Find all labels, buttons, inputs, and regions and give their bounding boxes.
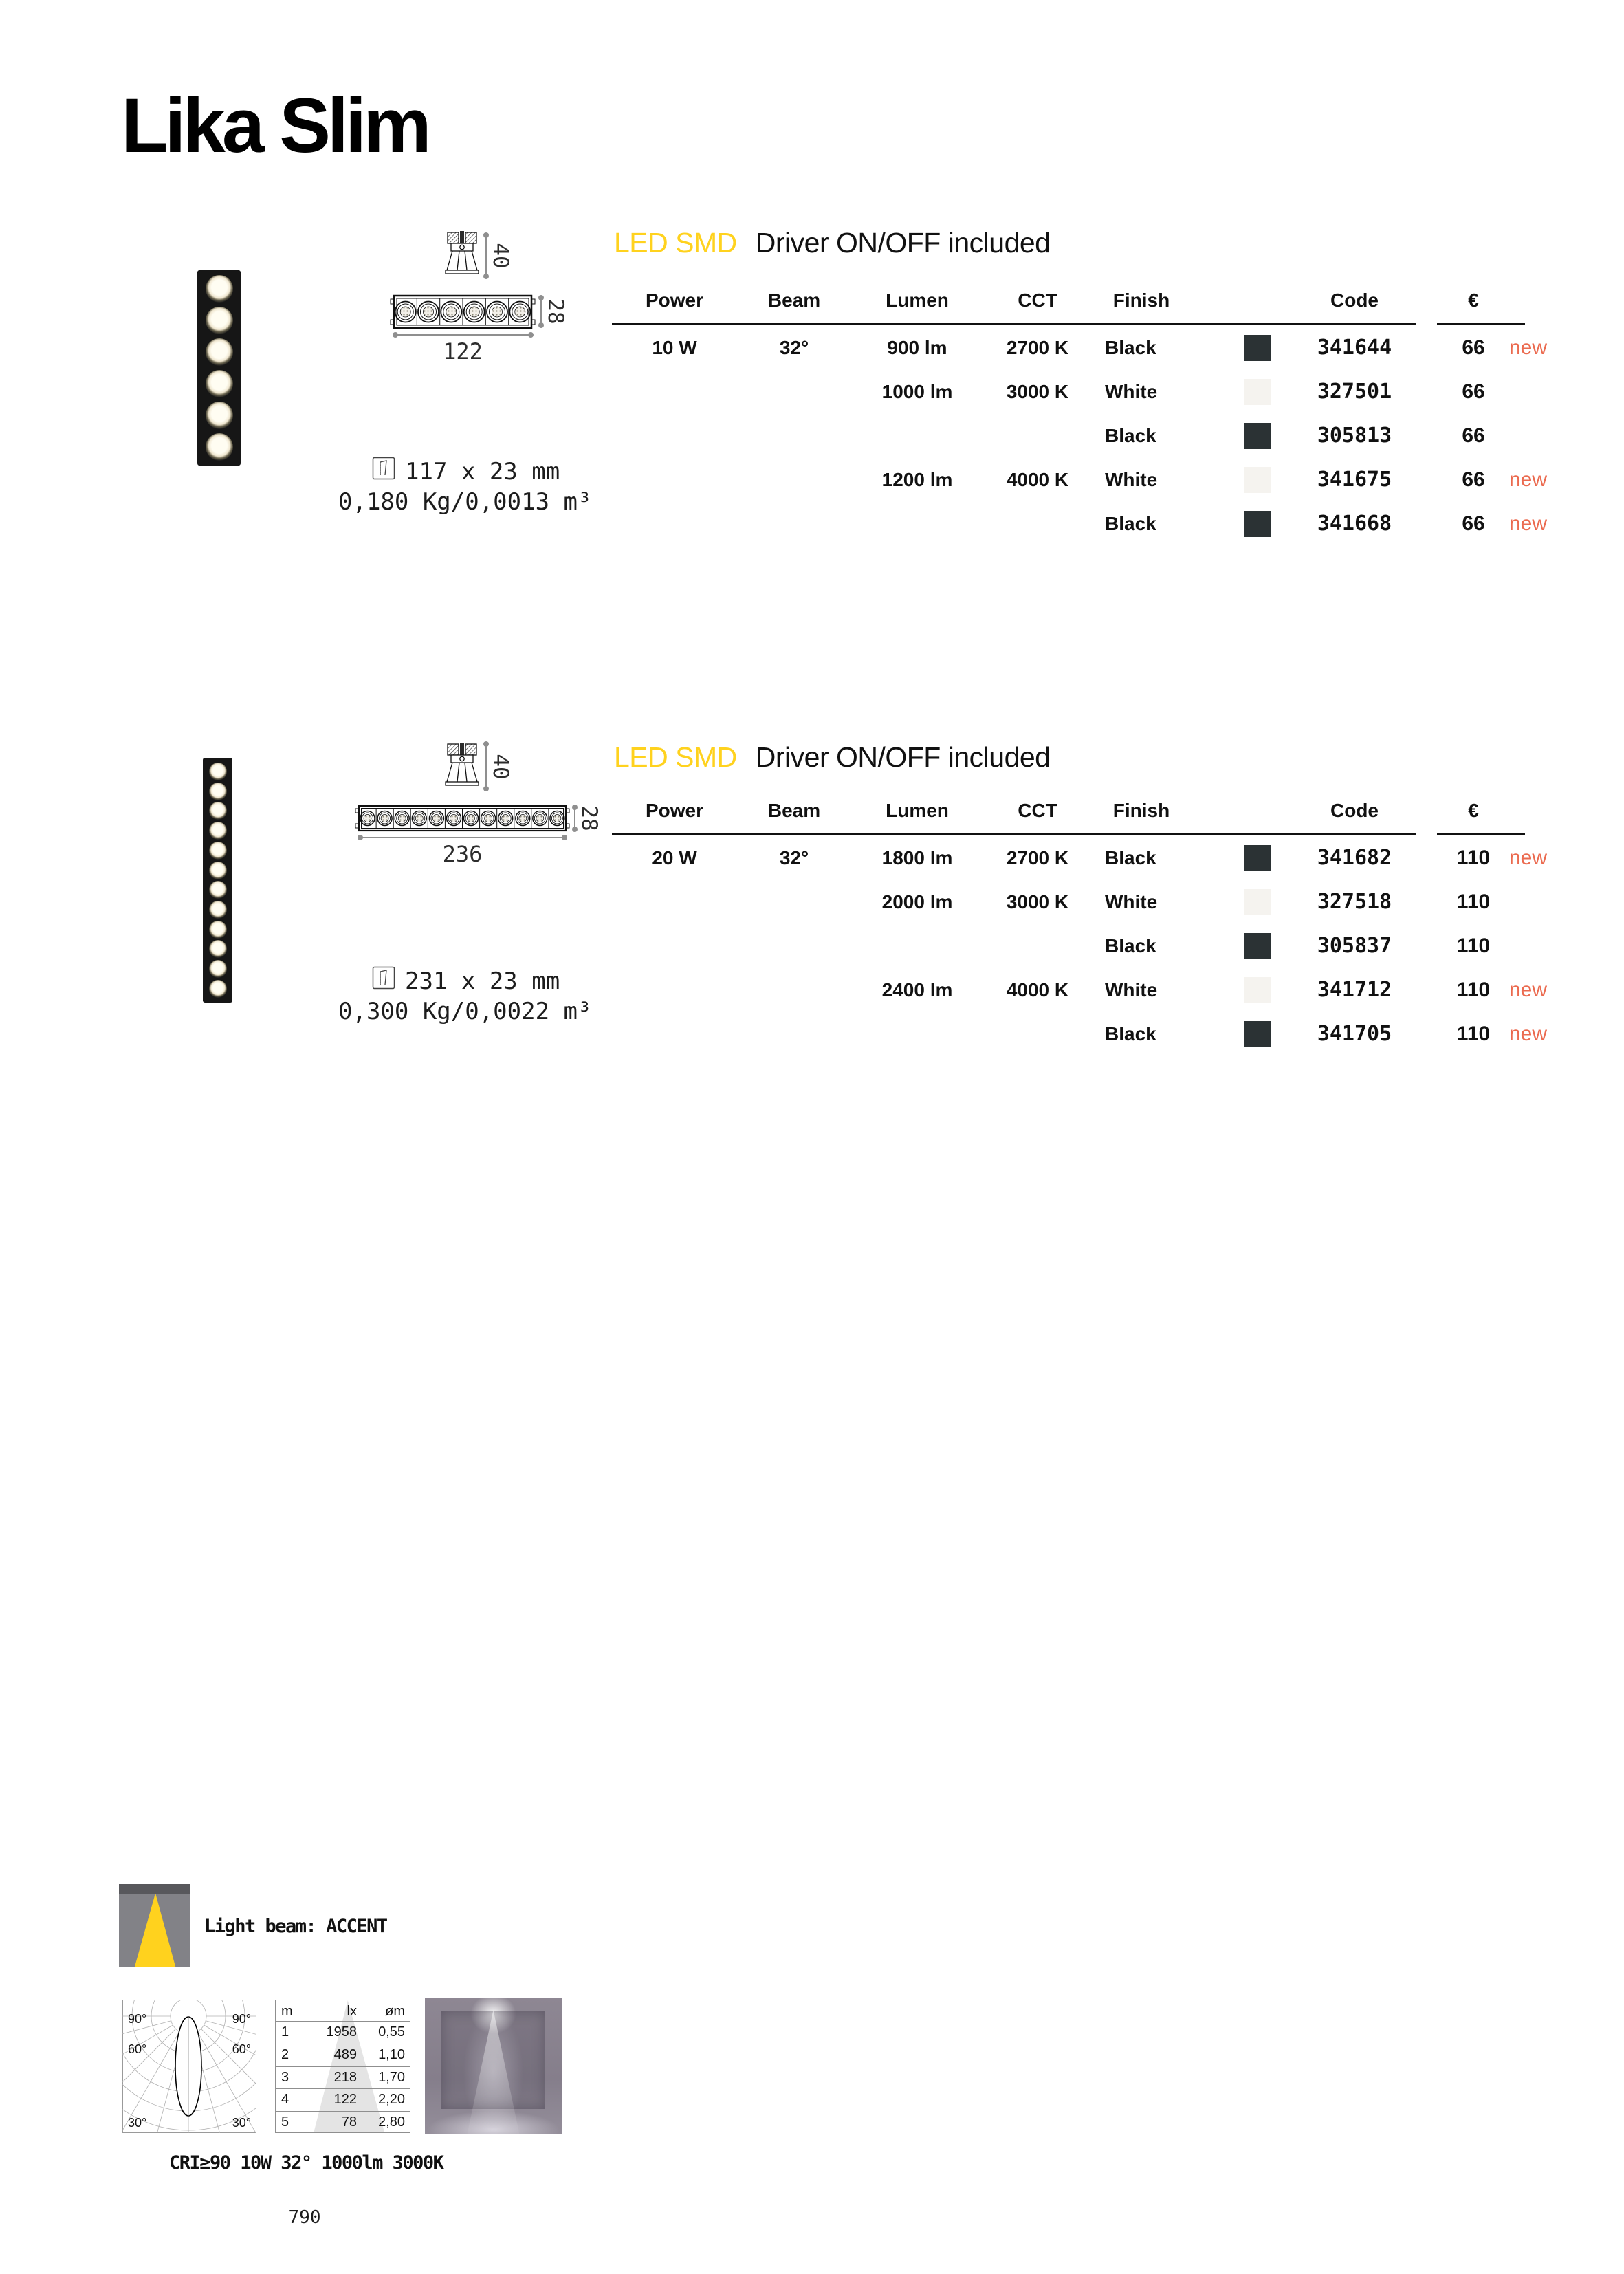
header-rule-price (1437, 323, 1525, 325)
col-header-code: Code (1330, 289, 1379, 311)
col-header-power: Power (645, 289, 704, 311)
price-value: 110 (1456, 1023, 1491, 1045)
beam-value: 32° (779, 337, 809, 358)
table-row (612, 424, 1602, 448)
table-row (612, 934, 1602, 958)
led-dot (206, 402, 233, 429)
finish-value: White (1105, 891, 1158, 912)
dim-height-label: 40 (488, 754, 513, 780)
led-dot (209, 901, 227, 919)
table-row (612, 380, 1602, 404)
lux-value: 218 (333, 2069, 357, 2085)
section-header (614, 741, 1050, 774)
distance-m: 2 (281, 2046, 289, 2062)
polar-label-90-right: 90° (232, 2012, 251, 2026)
polar-label-60-right: 60° (232, 2042, 251, 2056)
lux-value: 1958 (326, 2024, 357, 2040)
lumen-value: 1000 lm (881, 381, 953, 402)
cone-header-lx: lx (347, 2004, 357, 2019)
lumen-value: 2000 lm (881, 891, 953, 912)
finish-value: White (1105, 979, 1158, 1001)
lumen-value: 1800 lm (881, 847, 953, 868)
product-code: 341675 (1317, 468, 1392, 492)
table-row (612, 979, 1602, 1002)
lumen-value: 900 lm (887, 337, 947, 358)
lux-value: 122 (333, 2092, 357, 2108)
driver-label: Driver ON/OFF included (755, 741, 1051, 773)
dim-width-label: 122 (443, 338, 483, 364)
led-dot (206, 433, 233, 461)
technical-drawing-231mm (337, 732, 605, 877)
driver-label: Driver ON/OFF included (755, 227, 1051, 259)
led-dot (209, 862, 227, 879)
diameter-m: 0,55 (378, 2024, 405, 2040)
cct-value: 2700 K (1006, 847, 1069, 868)
led-dot (209, 881, 227, 899)
new-badge: new (1509, 468, 1548, 491)
section-header (614, 227, 1050, 259)
price-value: 66 (1462, 336, 1485, 359)
led-dot (206, 338, 233, 366)
lumen-value: 2400 lm (881, 979, 953, 1001)
price-value: 110 (1456, 890, 1491, 913)
beam-type-label: Light beam: ACCENT (204, 1916, 387, 1937)
page-title: Lika Slim (121, 83, 428, 168)
cone-table-row (276, 2111, 410, 2134)
col-header-finish: Finish (1112, 289, 1170, 311)
finish-swatch-black (1244, 845, 1271, 871)
col-header-power: Power (645, 800, 704, 821)
finish-swatch-black (1244, 1021, 1271, 1047)
power-value: 20 W (652, 847, 697, 868)
cone-table-row (276, 2066, 410, 2089)
cutout-icon (372, 966, 395, 990)
photometry-spec-line: CRI≥90 10W 32° 1000lm 3000K (169, 2152, 443, 2174)
col-header-lumen: Lumen (886, 800, 949, 821)
finish-value: Black (1105, 847, 1156, 868)
cutout-icon (372, 457, 395, 480)
led-dot (209, 783, 227, 800)
led-dot (209, 802, 227, 820)
table-row (612, 1023, 1602, 1046)
header-rule (612, 833, 1416, 835)
table-row (612, 468, 1602, 492)
product-code: 327501 (1317, 380, 1392, 404)
finish-swatch-black (1244, 423, 1271, 449)
power-value: 10 W (652, 337, 697, 358)
dim-depth-label: 28 (543, 298, 568, 325)
finish-swatch-white (1244, 977, 1271, 1003)
product-code: 305813 (1317, 424, 1392, 448)
page-number: 790 (288, 2207, 321, 2228)
led-dot (209, 940, 227, 958)
diameter-m: 1,70 (378, 2069, 405, 2085)
technical-drawing-117mm (358, 223, 578, 368)
finish-swatch-white (1244, 379, 1271, 405)
price-value: 110 (1456, 846, 1491, 869)
beam-value: 32° (779, 847, 809, 868)
led-smd-label: LED SMD (614, 741, 737, 773)
polar-label-90-left: 90° (128, 2012, 147, 2026)
price-value: 66 (1462, 468, 1485, 491)
spec-table-10w (612, 289, 1602, 564)
table-header-row (612, 799, 1602, 822)
product-code: 341682 (1317, 846, 1392, 870)
col-header-beam: Beam (767, 289, 821, 311)
distance-m: 1 (281, 2024, 289, 2040)
distance-m: 4 (281, 2092, 289, 2108)
new-badge: new (1509, 1023, 1548, 1045)
weight-volume: 0,180 Kg/0,0013 m³ (338, 488, 592, 516)
dim-width-label: 236 (442, 841, 483, 867)
price-value: 110 (1456, 934, 1491, 957)
beam-triangle-icon (119, 1884, 190, 1967)
price-value: 66 (1462, 424, 1485, 447)
product-code: 341705 (1317, 1022, 1392, 1046)
finish-value: White (1105, 469, 1158, 490)
table-row (612, 890, 1602, 914)
cone-table-row (276, 2021, 410, 2044)
led-dot (209, 822, 227, 840)
finish-value: White (1105, 381, 1158, 402)
finish-value: Black (1105, 935, 1156, 956)
price-value: 66 (1462, 512, 1485, 535)
lumen-value: 1200 lm (881, 469, 953, 490)
col-header-lumen: Lumen (886, 289, 949, 311)
product-code: 327518 (1317, 890, 1392, 914)
polar-label-30-right: 30° (232, 2116, 251, 2130)
diameter-m: 2,80 (378, 2114, 405, 2130)
table-row (612, 336, 1602, 360)
polar-label-60-left: 60° (128, 2042, 147, 2056)
new-badge: new (1509, 979, 1548, 1001)
cct-value: 4000 K (1006, 469, 1069, 490)
finish-swatch-black (1244, 933, 1271, 959)
cone-header-m: m (281, 2004, 293, 2019)
distance-m: 3 (281, 2069, 289, 2085)
cct-value: 4000 K (1006, 979, 1069, 1001)
product-photo-strip-12led (203, 758, 232, 1003)
finish-value: Black (1105, 425, 1156, 446)
cutout-size: 231 x 23 mm (405, 967, 560, 995)
distance-m: 5 (281, 2114, 289, 2130)
col-header-beam: Beam (767, 800, 821, 821)
finish-swatch-black (1244, 511, 1271, 537)
cone-table-row (276, 2044, 410, 2066)
cutout-size: 117 x 23 mm (405, 458, 560, 485)
cone-table-row (276, 2088, 410, 2111)
led-dot (206, 275, 233, 303)
product-photo-strip-6led (197, 270, 241, 466)
accent-beam-icon (119, 1884, 190, 1967)
new-badge: new (1509, 512, 1548, 535)
header-rule (612, 323, 1416, 325)
led-dot (206, 307, 233, 334)
cct-value: 3000 K (1006, 381, 1069, 402)
finish-swatch-white (1244, 889, 1271, 915)
dim-height-label: 40 (488, 243, 513, 269)
led-smd-label: LED SMD (614, 227, 737, 259)
diameter-m: 1,10 (378, 2046, 405, 2062)
led-dot (206, 370, 233, 397)
col-header-price: € (1468, 289, 1479, 311)
ceiling-bar-icon (119, 1884, 190, 1894)
weight-volume: 0,300 Kg/0,0022 m³ (338, 998, 592, 1025)
cone-diagram-table (275, 2000, 410, 2133)
finish-swatch-white (1244, 467, 1271, 493)
col-header-cct: CCT (1018, 289, 1057, 311)
product-code: 341668 (1317, 512, 1392, 536)
lux-value: 78 (341, 2114, 357, 2130)
cct-value: 2700 K (1006, 337, 1069, 358)
polar-photometric-diagram (122, 2000, 256, 2133)
cone-header-om: øm (385, 2004, 405, 2019)
new-badge: new (1509, 336, 1548, 359)
cct-value: 3000 K (1006, 891, 1069, 912)
col-header-code: Code (1330, 800, 1379, 821)
led-dot (209, 763, 227, 780)
table-row (612, 512, 1602, 536)
price-value: 66 (1462, 380, 1485, 403)
col-header-cct: CCT (1018, 800, 1057, 821)
led-dot (209, 921, 227, 939)
col-header-price: € (1468, 800, 1479, 821)
spec-table-20w (612, 799, 1602, 1074)
product-code: 341644 (1317, 336, 1392, 360)
led-dot (209, 980, 227, 998)
led-dot (209, 960, 227, 978)
table-row (612, 846, 1602, 870)
header-rule-price (1437, 833, 1525, 835)
lux-value: 489 (333, 2046, 357, 2062)
product-code: 305837 (1317, 934, 1392, 958)
table-header-row (612, 289, 1602, 312)
finish-swatch-black (1244, 335, 1271, 361)
col-header-finish: Finish (1112, 800, 1170, 821)
new-badge: new (1509, 846, 1548, 869)
price-value: 110 (1456, 979, 1491, 1001)
finish-value: Black (1105, 1023, 1156, 1045)
finish-value: Black (1105, 513, 1156, 534)
dim-depth-label: 28 (577, 805, 602, 831)
product-code: 341712 (1317, 978, 1392, 1002)
beam-application-photo (425, 1998, 562, 2134)
polar-label-30-left: 30° (128, 2116, 147, 2130)
diameter-m: 2,20 (378, 2092, 405, 2108)
finish-value: Black (1105, 337, 1156, 358)
led-dot (209, 842, 227, 860)
